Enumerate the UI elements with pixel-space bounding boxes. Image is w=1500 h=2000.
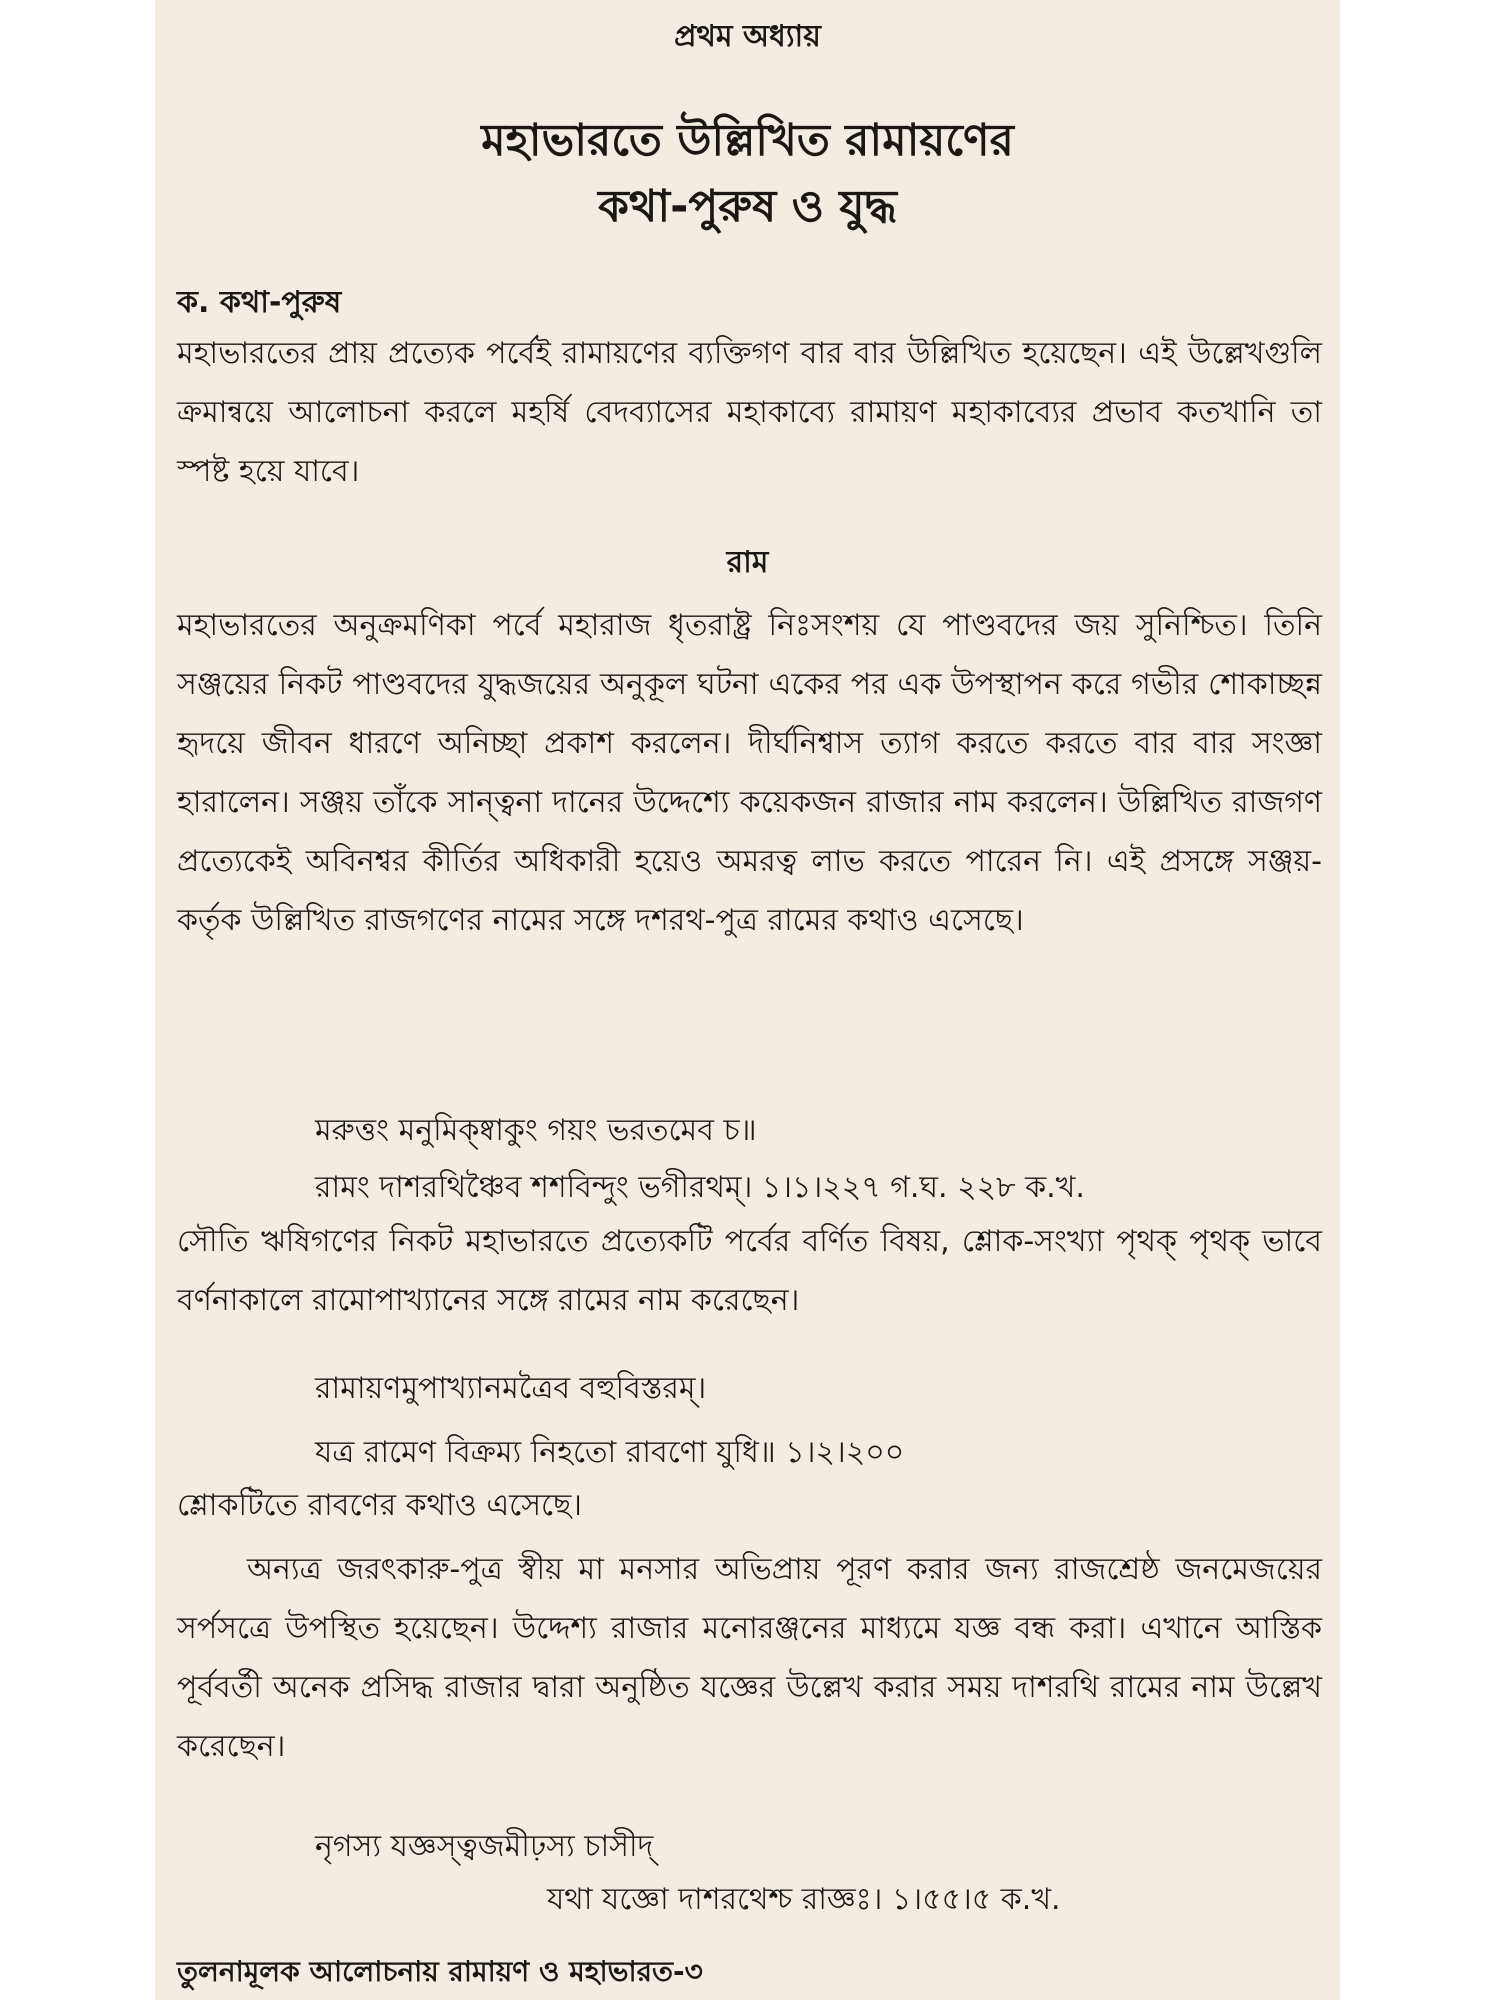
- section-heading: ক. কথা-পুরুষ: [177, 285, 342, 320]
- subheading-ram: রাম: [726, 545, 769, 580]
- verse-3-line-2: যথা যজ্ঞো দাশরথেশ্চ রাজ্ঞঃ। ১।৫৫।৫ ক.খ.: [547, 1882, 1061, 1917]
- paragraph-2: সৌতি ঋষিগণের নিকট মহাভারতে প্রত্যেকটি পর্বের বর্ণিত বিষয়, শ্লোক-সংখ্যা পৃথক্ পৃথক্ ভাবে বর্ণনাকালে রামোপাখ্যানের সঙ্গে রামের নাম করেছেন।: [177, 1224, 1322, 1318]
- paragraph-1: মহাভারতের অনুক্রমণিকা পর্বে মহারাজ ধৃতরাষ্ট্র নিঃসংশয় যে পাণ্ডবদের জয় সুনিশ্চিত। তিনি সঞ্জয়ের নিকট পাণ্ডবদের যুদ্ধজয়ের অনুকূল ঘটনা একের পর এক উপস্থাপন করে গভীর শোকাচ্ছন্ন হৃদয়ে জীবন ধারণে অনিচ্ছা প্রকাশ করলেন। দীর্ঘনিশ্বাস ত্যাগ করতে করতে বার বার সংজ্ঞা হারালেন। সঞ্জয় তাঁকে সান্ত্বনা দানের উদ্দেশ্যে কয়েকজন রাজার নাম করলেন। উল্লিখিত রাজগণ প্রত্যেকেই অবিনশ্বর কীর্তির অধিকারী হয়েও অমরত্ব লাভ করতে পারেন নি। এই প্রসঙ্গে সঞ্জয়-কর্তৃক উল্লিখিত রাজগণের নামের সঙ্গে দশরথ-পুত্র রামের কথাও এসেছে।: [177, 608, 1322, 938]
- verse-2-line-1: রামায়ণমুপাখ্যানমত্রৈব বহুবিস্তরম্।: [315, 1371, 707, 1406]
- intro-paragraph: মহাভারতের প্রায় প্রত্যেক পর্বেই রামায়ণের ব্যক্তিগণ বার বার উল্লিখিত হয়েছেন। এই উল্লেখগুলি ক্রমান্বয়ে আলোচনা করলে মহর্ষি বেদব্যাসের মহাকাব্যে রামায়ণ মহাকাব্যের প্রভাব কতখানি তা স্পষ্ট হয়ে যাবে।: [177, 336, 1322, 489]
- page-title: [155, 108, 1340, 240]
- chapter-heading: প্রথম অধ্যায়: [674, 19, 821, 54]
- verse-2-line-2: যত্র রামেণ বিক্রম্য নিহতো রাবণো যুধি॥ ১।২।২০০: [315, 1435, 905, 1470]
- verse-1-line-2: রামং দাশরথিঞ্চৈব শশবিন্দুং ভগীরথম্। ১।১।২২৭ গ.ঘ. ২২৮ ক.খ.: [315, 1170, 1085, 1205]
- verse-1-line-1: মরুত্তং মনুমিক্ষ্বাকুং গয়ং ভরতমেব চ॥: [315, 1113, 757, 1148]
- title-line-1: মহাভারতে উল্লিখিত রামায়ণের: [481, 115, 1014, 166]
- paragraph-3: শ্লোকটিতে রাবণের কথাও এসেছে।: [177, 1488, 582, 1523]
- paragraph-4: অন্যত্র জরৎকারু-পুত্র স্বীয় মা মনসার অভিপ্রায় পূরণ করার জন্য রাজশ্রেষ্ঠ জনমেজয়ের সর্পসত্রে উপস্থিত হয়েছেন। উদ্দেশ্য রাজার মনোরঞ্জনের মাধ্যমে যজ্ঞ বন্ধ করা। এখানে আস্তিক পূর্ববর্তী অনেক প্রসিদ্ধ রাজার দ্বারা অনুষ্ঠিত যজ্ঞের উল্লেখ করার সময় দাশরথি রামের নাম উল্লেখ করেছেন।: [177, 1552, 1322, 1764]
- verse-3-line-1: নৃগস্য যজ্ঞস্ত্বজমীঢ়স্য চাসীদ্: [315, 1829, 654, 1864]
- title-line-2: কথা-পুরুষ ও যুদ্ধ: [598, 181, 897, 232]
- book-page: [155, 0, 1340, 2000]
- page-footer: তুলনামূলক আলোচনায় রামায়ণ ও মহাভারত-৩: [177, 1955, 703, 1988]
